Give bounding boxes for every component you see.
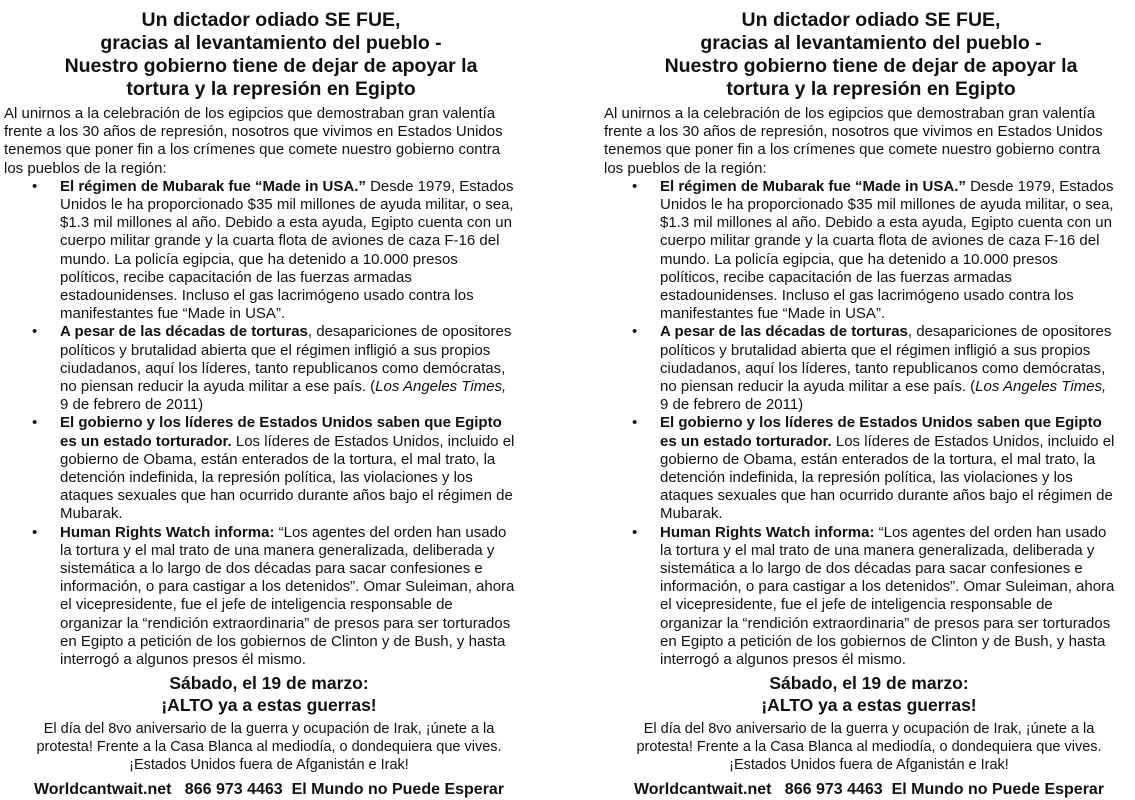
line-text: políticos, recibe capacitación de las fuerzas armadas — [60, 268, 412, 286]
event-heading — [604, 672, 1134, 716]
line-text: mundo. La policía egipcia, que ha detenido a 10.000 presos — [60, 250, 458, 268]
event-description — [604, 720, 1134, 774]
line-text: sistemática a lo largo de dos décadas para sacar confesiones e — [660, 560, 1083, 578]
line-text: Mubarak. — [60, 505, 123, 523]
bullet-line — [60, 505, 534, 523]
bullet-line — [60, 615, 534, 633]
bullet-line — [60, 396, 534, 414]
bullet-line — [660, 196, 1134, 214]
title-line: Nuestro gobierno tiene de dejar de apoyar la — [664, 55, 1078, 77]
title-line: Un dictador odiado SE FUE, — [141, 9, 401, 31]
bullet-line — [660, 524, 1134, 542]
website-text: Worldcantwait.net — [633, 781, 772, 799]
bullet-line — [60, 487, 534, 505]
bullet-line — [660, 378, 1134, 396]
line-text: 9 de febrero de 2011) — [660, 396, 804, 414]
line-text: detención indefinida, la represión política, las violaciones y los — [660, 469, 1073, 487]
bullet-line — [60, 360, 534, 378]
line-text: organizar la “rendición extraordinaria” de presos para ser torturados — [660, 614, 1111, 632]
bullet-line — [660, 487, 1134, 505]
bold-lead: El régimen de Mubarak fue “Made in USA.” — [660, 177, 966, 195]
bullet-icon: • — [32, 414, 38, 432]
line-text: mundo. La policía egipcia, que ha detenido a 10.000 presos — [660, 250, 1058, 268]
bullet-line — [60, 342, 534, 360]
line-text: sistemática a lo largo de dos décadas para sacar confesiones e — [60, 560, 483, 578]
line-text: manifestantes fue “Made in USA”. — [60, 305, 286, 323]
bullet-line — [660, 414, 1134, 432]
bullet-line — [60, 251, 534, 269]
bullet-line — [60, 633, 534, 651]
bullet-icon: • — [632, 414, 638, 432]
line-text: no piensan reducir la ayuda militar a ese país. ( — [660, 378, 976, 396]
bullet-item — [604, 178, 1134, 324]
line-text: , desapariciones de opositores — [907, 323, 1112, 341]
bullet-icon: • — [632, 177, 638, 195]
line-text: “Los agentes del orden han usado — [274, 523, 507, 541]
bullet-list — [604, 178, 1134, 669]
bullet-line — [660, 214, 1134, 232]
line-text: ataques sexuales que han ocurrido durante años bajo el régimen de — [660, 487, 1113, 505]
intro-line: Al unirnos a la celebración de los egipcios que demostraban gran valentía — [604, 105, 1096, 122]
bold-lead: A pesar de las décadas de torturas — [60, 323, 308, 341]
event-heading-line: Sábado, el 19 de marzo: — [769, 673, 969, 694]
bullet-line — [660, 396, 1134, 414]
line-text: Los líderes de Estados Unidos, incluido el — [831, 432, 1115, 450]
bullet-line — [660, 323, 1134, 341]
bullet-line — [60, 651, 534, 669]
bullet-line — [60, 578, 534, 596]
event-line: El día del 8vo aniversario de la guerra y ocupación de Irak, ¡únete a la — [643, 721, 1095, 738]
event-line: ¡Estados Unidos fuera de Afganistán e Irak! — [129, 757, 409, 774]
bullet-line — [60, 305, 534, 323]
bullet-line — [660, 560, 1134, 578]
event-line: protesta! Frente a la Casa Blanca al mediodía, o dondequiera que vives. — [636, 739, 1102, 756]
line-text: no piensan reducir la ayuda militar a ese país. ( — [60, 378, 376, 396]
bullet-line — [60, 469, 534, 487]
bullet-item — [604, 323, 1134, 414]
bullet-item — [604, 524, 1134, 670]
bullet-line — [660, 469, 1134, 487]
bullet-line — [660, 232, 1134, 250]
event-line: El día del 8vo aniversario de la guerra y ocupación de Irak, ¡únete a la — [43, 721, 495, 738]
bullet-line — [660, 433, 1134, 451]
bullet-item — [4, 414, 534, 523]
bullet-icon: • — [32, 523, 38, 541]
intro-paragraph — [604, 105, 1134, 178]
bullet-line — [60, 214, 534, 232]
bullet-line — [60, 596, 534, 614]
line-text: Desde 1979, Estados — [965, 177, 1114, 195]
bullet-line — [660, 360, 1134, 378]
line-text: 9 de febrero de 2011) — [60, 396, 204, 414]
intro-line: tenemos que poner fin a los crímenes que comete nuestro gobierno contra — [4, 141, 501, 159]
bullet-item — [604, 414, 1134, 523]
organization-name: El Mundo no Puede Esperar — [291, 781, 505, 799]
bullet-line — [60, 196, 534, 214]
bullet-line — [660, 342, 1134, 360]
footer-contact — [604, 780, 1134, 800]
bullet-line — [60, 433, 534, 451]
intro-line: Al unirnos a la celebración de los egipcios que demostraban gran valentía — [4, 105, 496, 122]
phone-number: 866 973 4463 — [784, 781, 883, 799]
line-text: organizar la “rendición extraordinaria” de presos para ser torturados — [60, 614, 511, 632]
bullet-item — [4, 178, 534, 324]
line-text: políticos y brutalidad abierta que el régimen infligió a sus propios — [660, 341, 1091, 359]
bullet-line — [660, 251, 1134, 269]
citation: Los Angeles Times, — [975, 378, 1107, 396]
line-text: el vicepresidente, fue el jefe de inteligencia responsable de — [660, 596, 1053, 614]
bold-lead: A pesar de las décadas de torturas — [660, 323, 908, 341]
bullet-line — [60, 232, 534, 250]
bullet-line — [60, 560, 534, 578]
line-text: información, o para castigar a los detenidos”. Omar Suleiman, ahora — [60, 578, 515, 596]
bullet-line — [60, 414, 534, 432]
bold-lead: es un estado torturador. — [60, 432, 232, 450]
bold-lead: Human Rights Watch informa: — [660, 523, 875, 541]
line-text: ciudadanos, aquí los líderes, tanto republicanos como demócratas, — [60, 359, 506, 377]
line-text: Unidos le ha proporcionado $35 mil millones de ayuda militar, o sea, — [60, 196, 514, 214]
event-description — [4, 720, 534, 774]
line-text: gobierno de Obama, están enterados de la tortura, el mal trato, la — [660, 450, 1096, 468]
line-text: información, o para castigar a los detenidos”. Omar Suleiman, ahora — [660, 578, 1115, 596]
bullet-line — [60, 287, 534, 305]
event-heading-line: ¡ALTO ya a estas guerras! — [161, 695, 377, 716]
bullet-line — [60, 542, 534, 560]
line-text: interrogó a algunos presos él mismo. — [60, 651, 306, 669]
bullet-line — [660, 287, 1134, 305]
line-text: en Egipto a petición de los gobiernos de Clinton y de Bush, y hasta — [660, 632, 1106, 650]
flyer-right — [604, 0, 1134, 800]
bullet-line — [60, 378, 534, 396]
line-text: detención indefinida, la represión política, las violaciones y los — [60, 469, 473, 487]
bullet-icon: • — [632, 523, 638, 541]
event-line: protesta! Frente a la Casa Blanca al mediodía, o dondequiera que vives. — [36, 739, 502, 756]
line-text: la tortura y el mal trato de una manera generalizada, deliberada y — [60, 541, 495, 559]
line-text: la tortura y el mal trato de una manera generalizada, deliberada y — [660, 541, 1095, 559]
bold-lead: El gobierno y los líderes de Estados Unidos saben que Egipto — [60, 414, 502, 432]
line-text: políticos, recibe capacitación de las fuerzas armadas — [660, 268, 1012, 286]
bold-lead: El régimen de Mubarak fue “Made in USA.” — [60, 177, 366, 195]
bullet-line — [60, 524, 534, 542]
title-line: gracias al levantamiento del pueblo - — [700, 32, 1042, 54]
bullet-line — [660, 596, 1134, 614]
line-text: cuerpo militar grande y la cuarta flota de aviones de caza F-16 del — [60, 232, 500, 250]
intro-line: frente a los 30 años de represión, nosotros que vivimos en Estados Unidos — [4, 123, 503, 141]
line-text: Mubarak. — [660, 505, 723, 523]
bullet-item — [4, 524, 534, 670]
bullet-line — [60, 323, 534, 341]
line-text: “Los agentes del orden han usado — [874, 523, 1107, 541]
website-text: Worldcantwait.net — [33, 781, 172, 799]
line-text: ciudadanos, aquí los líderes, tanto republicanos como demócratas, — [660, 359, 1106, 377]
line-text: gobierno de Obama, están enterados de la tortura, el mal trato, la — [60, 450, 496, 468]
intro-line: frente a los 30 años de represión, nosotros que vivimos en Estados Unidos — [604, 123, 1103, 141]
bullet-icon: • — [632, 323, 638, 341]
line-text: el vicepresidente, fue el jefe de inteligencia responsable de — [60, 596, 453, 614]
bullet-line — [660, 305, 1134, 323]
line-text: $1.3 mil millones al año. Debido a esta ayuda, Egipto cuenta con un — [660, 214, 1112, 232]
bullet-line — [660, 578, 1134, 596]
bold-lead: es un estado torturador. — [660, 432, 832, 450]
intro-paragraph — [4, 105, 534, 178]
bullet-line — [660, 178, 1134, 196]
organization-name: El Mundo no Puede Esperar — [891, 781, 1105, 799]
title-line: Nuestro gobierno tiene de dejar de apoyar la — [64, 55, 478, 77]
title-line: tortura y la represión en Egipto — [126, 78, 416, 100]
line-text: Los líderes de Estados Unidos, incluido el — [231, 432, 515, 450]
intro-line: los pueblos de la región: — [4, 159, 167, 177]
bold-lead: Human Rights Watch informa: — [60, 523, 275, 541]
bold-lead: El gobierno y los líderes de Estados Unidos saben que Egipto — [660, 414, 1102, 432]
event-heading-line: Sábado, el 19 de marzo: — [169, 673, 369, 694]
event-heading-line: ¡ALTO ya a estas guerras! — [761, 695, 977, 716]
bullet-line — [60, 451, 534, 469]
event-line: ¡Estados Unidos fuera de Afganistán e Irak! — [729, 757, 1009, 774]
line-text: estadounidenses. Incluso el gas lacrimógeno usado contra los — [60, 287, 474, 305]
bullet-line — [60, 269, 534, 287]
line-text: en Egipto a petición de los gobiernos de Clinton y de Bush, y hasta — [60, 632, 506, 650]
title-line: gracias al levantamiento del pueblo - — [100, 32, 442, 54]
line-text: Unidos le ha proporcionado $35 mil millones de ayuda militar, o sea, — [660, 196, 1114, 214]
line-text: estadounidenses. Incluso el gas lacrimógeno usado contra los — [660, 287, 1074, 305]
intro-line: los pueblos de la región: — [604, 159, 767, 177]
bullet-list — [4, 178, 534, 669]
line-text: cuerpo militar grande y la cuarta flota de aviones de caza F-16 del — [660, 232, 1100, 250]
bullet-icon: • — [32, 323, 38, 341]
footer-contact — [4, 780, 534, 800]
title-line: tortura y la represión en Egipto — [726, 78, 1016, 100]
bullet-line — [660, 269, 1134, 287]
flyer-left — [4, 0, 534, 800]
bullet-line — [660, 542, 1134, 560]
phone-number: 866 973 4463 — [184, 781, 283, 799]
bullet-line — [660, 505, 1134, 523]
citation: Los Angeles Times, — [375, 378, 507, 396]
line-text: Desde 1979, Estados — [365, 177, 514, 195]
line-text: , desapariciones de opositores — [307, 323, 512, 341]
bullet-icon: • — [32, 177, 38, 195]
bullet-item — [4, 323, 534, 414]
flyer-title — [604, 9, 1134, 101]
bullet-line — [660, 633, 1134, 651]
title-line: Un dictador odiado SE FUE, — [741, 9, 1001, 31]
line-text: interrogó a algunos presos él mismo. — [660, 651, 906, 669]
bullet-line — [660, 451, 1134, 469]
bullet-line — [660, 651, 1134, 669]
flyer-title — [4, 9, 534, 101]
line-text: $1.3 mil millones al año. Debido a esta ayuda, Egipto cuenta con un — [60, 214, 512, 232]
line-text: manifestantes fue “Made in USA”. — [660, 305, 886, 323]
event-heading — [4, 672, 534, 716]
bullet-line — [60, 178, 534, 196]
bullet-line — [660, 615, 1134, 633]
intro-line: tenemos que poner fin a los crímenes que comete nuestro gobierno contra — [604, 141, 1101, 159]
line-text: políticos y brutalidad abierta que el régimen infligió a sus propios — [60, 341, 491, 359]
line-text: ataques sexuales que han ocurrido durante años bajo el régimen de — [60, 487, 513, 505]
